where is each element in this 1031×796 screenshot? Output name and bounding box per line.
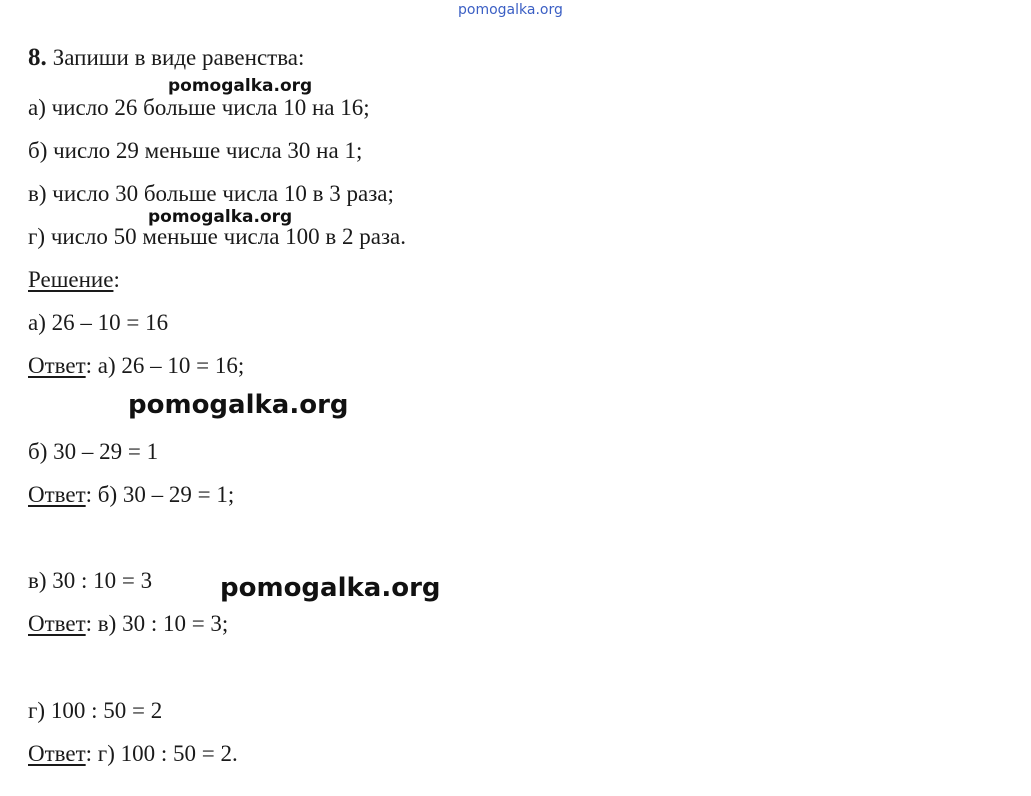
task-item-c: в) число 30 больше числа 10 в 3 раза; bbox=[28, 181, 394, 206]
task-heading bbox=[28, 44, 304, 72]
task-number: 8. bbox=[28, 44, 47, 71]
answer-line-d bbox=[28, 740, 238, 768]
watermark-2: pomogalka.org bbox=[148, 207, 293, 227]
watermark-1: pomogalka.org bbox=[168, 76, 313, 96]
watermark-3: pomogalka.org bbox=[128, 390, 349, 420]
solution-equation-b: б) 30 – 29 = 1 bbox=[28, 439, 159, 464]
answer-line-a bbox=[28, 352, 244, 380]
solution-equation-d: г) 100 : 50 = 2 bbox=[28, 698, 163, 723]
answer-label: Ответ bbox=[28, 611, 86, 636]
answer-label: Ответ bbox=[28, 482, 86, 507]
task-title: Запиши в виде равенства: bbox=[52, 45, 305, 70]
answer-text-b: : б) 30 – 29 = 1; bbox=[85, 482, 235, 507]
answer-label: Ответ bbox=[28, 353, 86, 378]
answer-text-a: : а) 26 – 10 = 16; bbox=[85, 353, 245, 378]
watermark-top: pomogalka.org bbox=[458, 2, 563, 18]
solution-colon: : bbox=[113, 267, 120, 292]
task-item-d: г) число 50 меньше числа 100 в 2 раза. bbox=[28, 224, 407, 249]
answer-line-b bbox=[28, 481, 234, 509]
task-item-b: б) число 29 меньше числа 30 на 1; bbox=[28, 138, 363, 163]
solution-label: Решение bbox=[28, 267, 114, 292]
answer-label: Ответ bbox=[28, 741, 86, 766]
task-item-a: а) число 26 больше числа 10 на 16; bbox=[28, 95, 370, 120]
solution-equation-a: а) 26 – 10 = 16 bbox=[28, 310, 169, 335]
watermark-4: pomogalka.org bbox=[220, 573, 441, 603]
solution-heading bbox=[28, 266, 120, 294]
answer-text-d: : г) 100 : 50 = 2. bbox=[85, 741, 238, 766]
answer-line-c bbox=[28, 610, 228, 638]
answer-text-c: : в) 30 : 10 = 3; bbox=[85, 611, 229, 636]
solution-equation-c: в) 30 : 10 = 3 bbox=[28, 568, 153, 593]
